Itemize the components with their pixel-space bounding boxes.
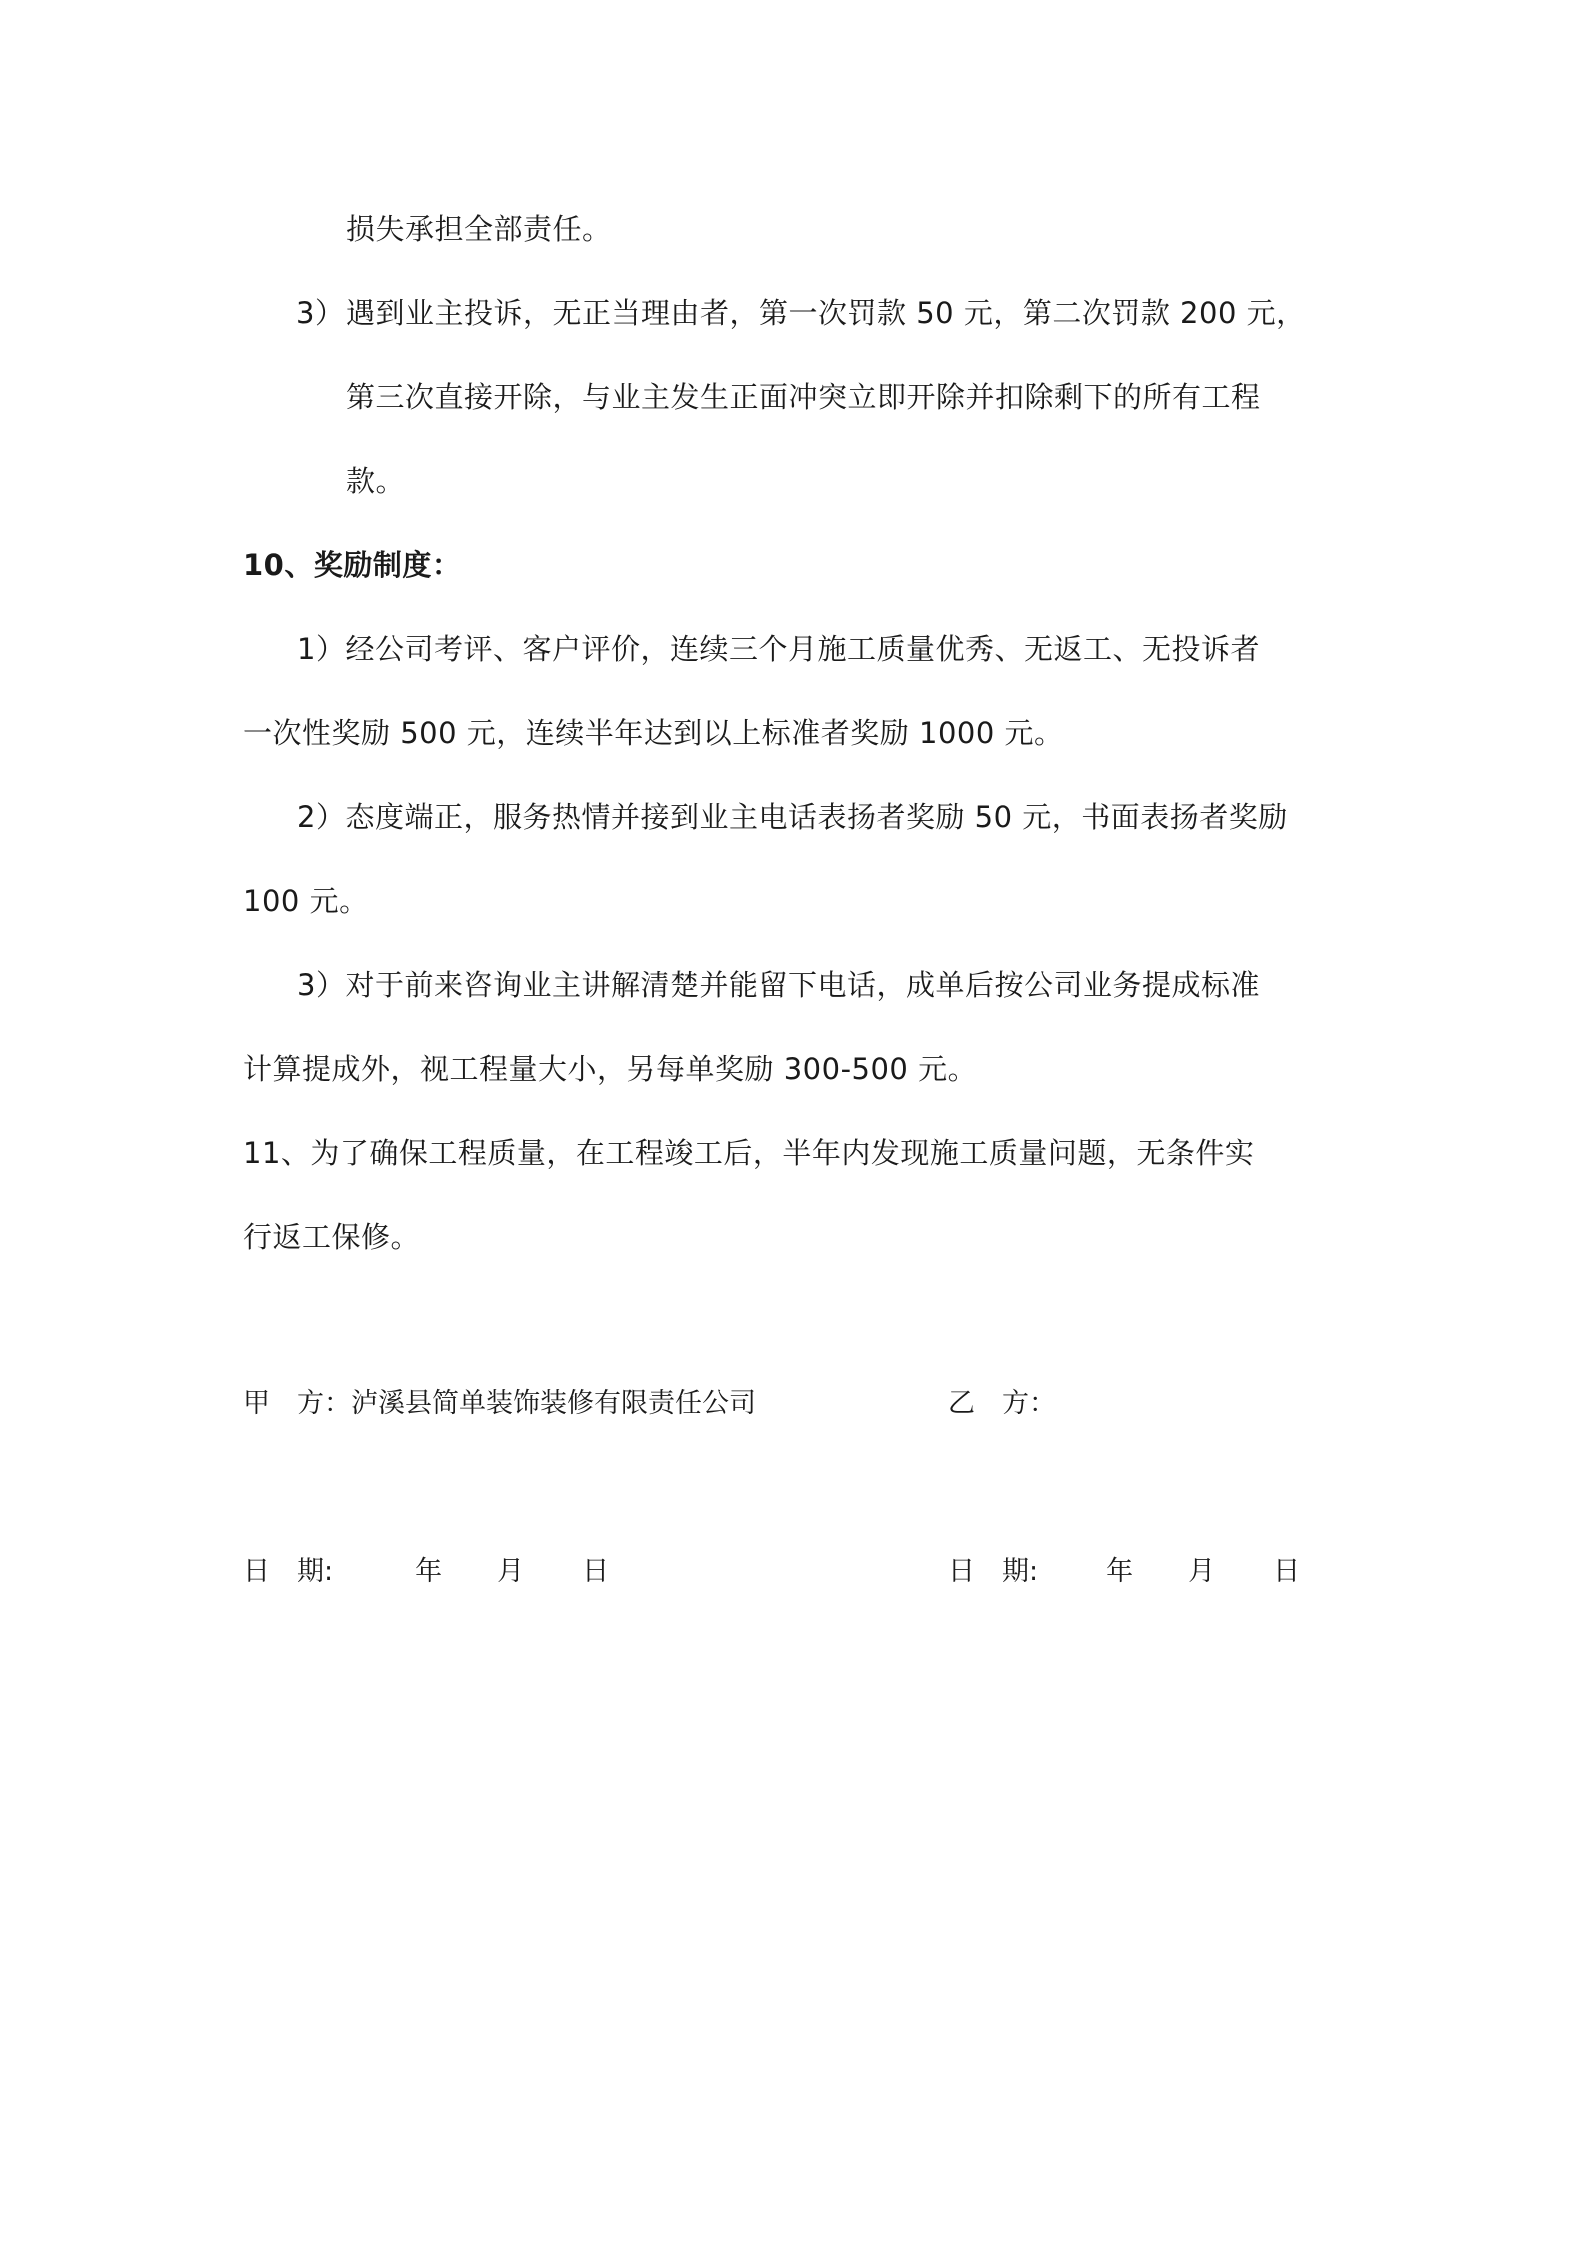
party-b-date-label: 日 期:	[948, 1556, 1039, 1587]
party-b-day: 日	[1273, 1556, 1301, 1587]
party-a-name: 泸溪县简单装饰装修有限责任公司	[351, 1388, 756, 1419]
party-b-label: 乙 方：	[948, 1388, 1056, 1419]
party-a-row	[243, 1384, 756, 1424]
penalty-item-3-line-3: 款。	[346, 464, 406, 498]
warranty-line-2: 行返工保修。	[243, 1220, 421, 1254]
reward-1-line-2: 一次性奖励 500 元，连续半年达到以上标准者奖励 1000 元。	[243, 716, 1064, 750]
reward-1-line-1: 1）经公司考评、客户评价，连续三个月施工质量优秀、无返工、无投诉者	[297, 632, 1260, 666]
penalty-item-3-number: 3）	[296, 296, 345, 330]
party-b-date-row	[948, 1552, 1300, 1592]
party-a-day: 日	[582, 1556, 610, 1587]
penalty-continuation: 损失承担全部责任。	[346, 212, 612, 246]
reward-3-line-1: 3）对于前来咨询业主讲解清楚并能留下电话，成单后按公司业务提成标准	[297, 968, 1260, 1002]
party-a-date-row	[243, 1552, 609, 1592]
rewards-heading: 10、奖励制度：	[243, 548, 462, 582]
penalty-item-3-line-1: 遇到业主投诉，无正当理由者，第一次罚款 50 元，第二次罚款 200 元，	[346, 296, 1306, 330]
party-b-row	[948, 1384, 1056, 1424]
party-a-label: 甲 方：	[243, 1388, 351, 1419]
party-a-month: 月	[497, 1556, 525, 1587]
party-b-month: 月	[1188, 1556, 1216, 1587]
penalty-item-3-line-2: 第三次直接开除，与业主发生正面冲突立即开除并扣除剩下的所有工程	[346, 380, 1261, 414]
reward-2-line-2: 100 元。	[243, 884, 369, 918]
reward-2-line-1: 2）态度端正，服务热情并接到业主电话表扬者奖励 50 元，书面表扬者奖励	[297, 800, 1288, 834]
party-b-year: 年	[1106, 1556, 1134, 1587]
reward-3-line-2: 计算提成外，视工程量大小，另每单奖励 300-500 元。	[243, 1052, 978, 1086]
warranty-line-1: 11、为了确保工程质量，在工程竣工后，半年内发现施工质量问题，无条件实	[243, 1136, 1255, 1170]
party-a-year: 年	[415, 1556, 443, 1587]
party-a-date-label: 日 期:	[243, 1556, 334, 1587]
